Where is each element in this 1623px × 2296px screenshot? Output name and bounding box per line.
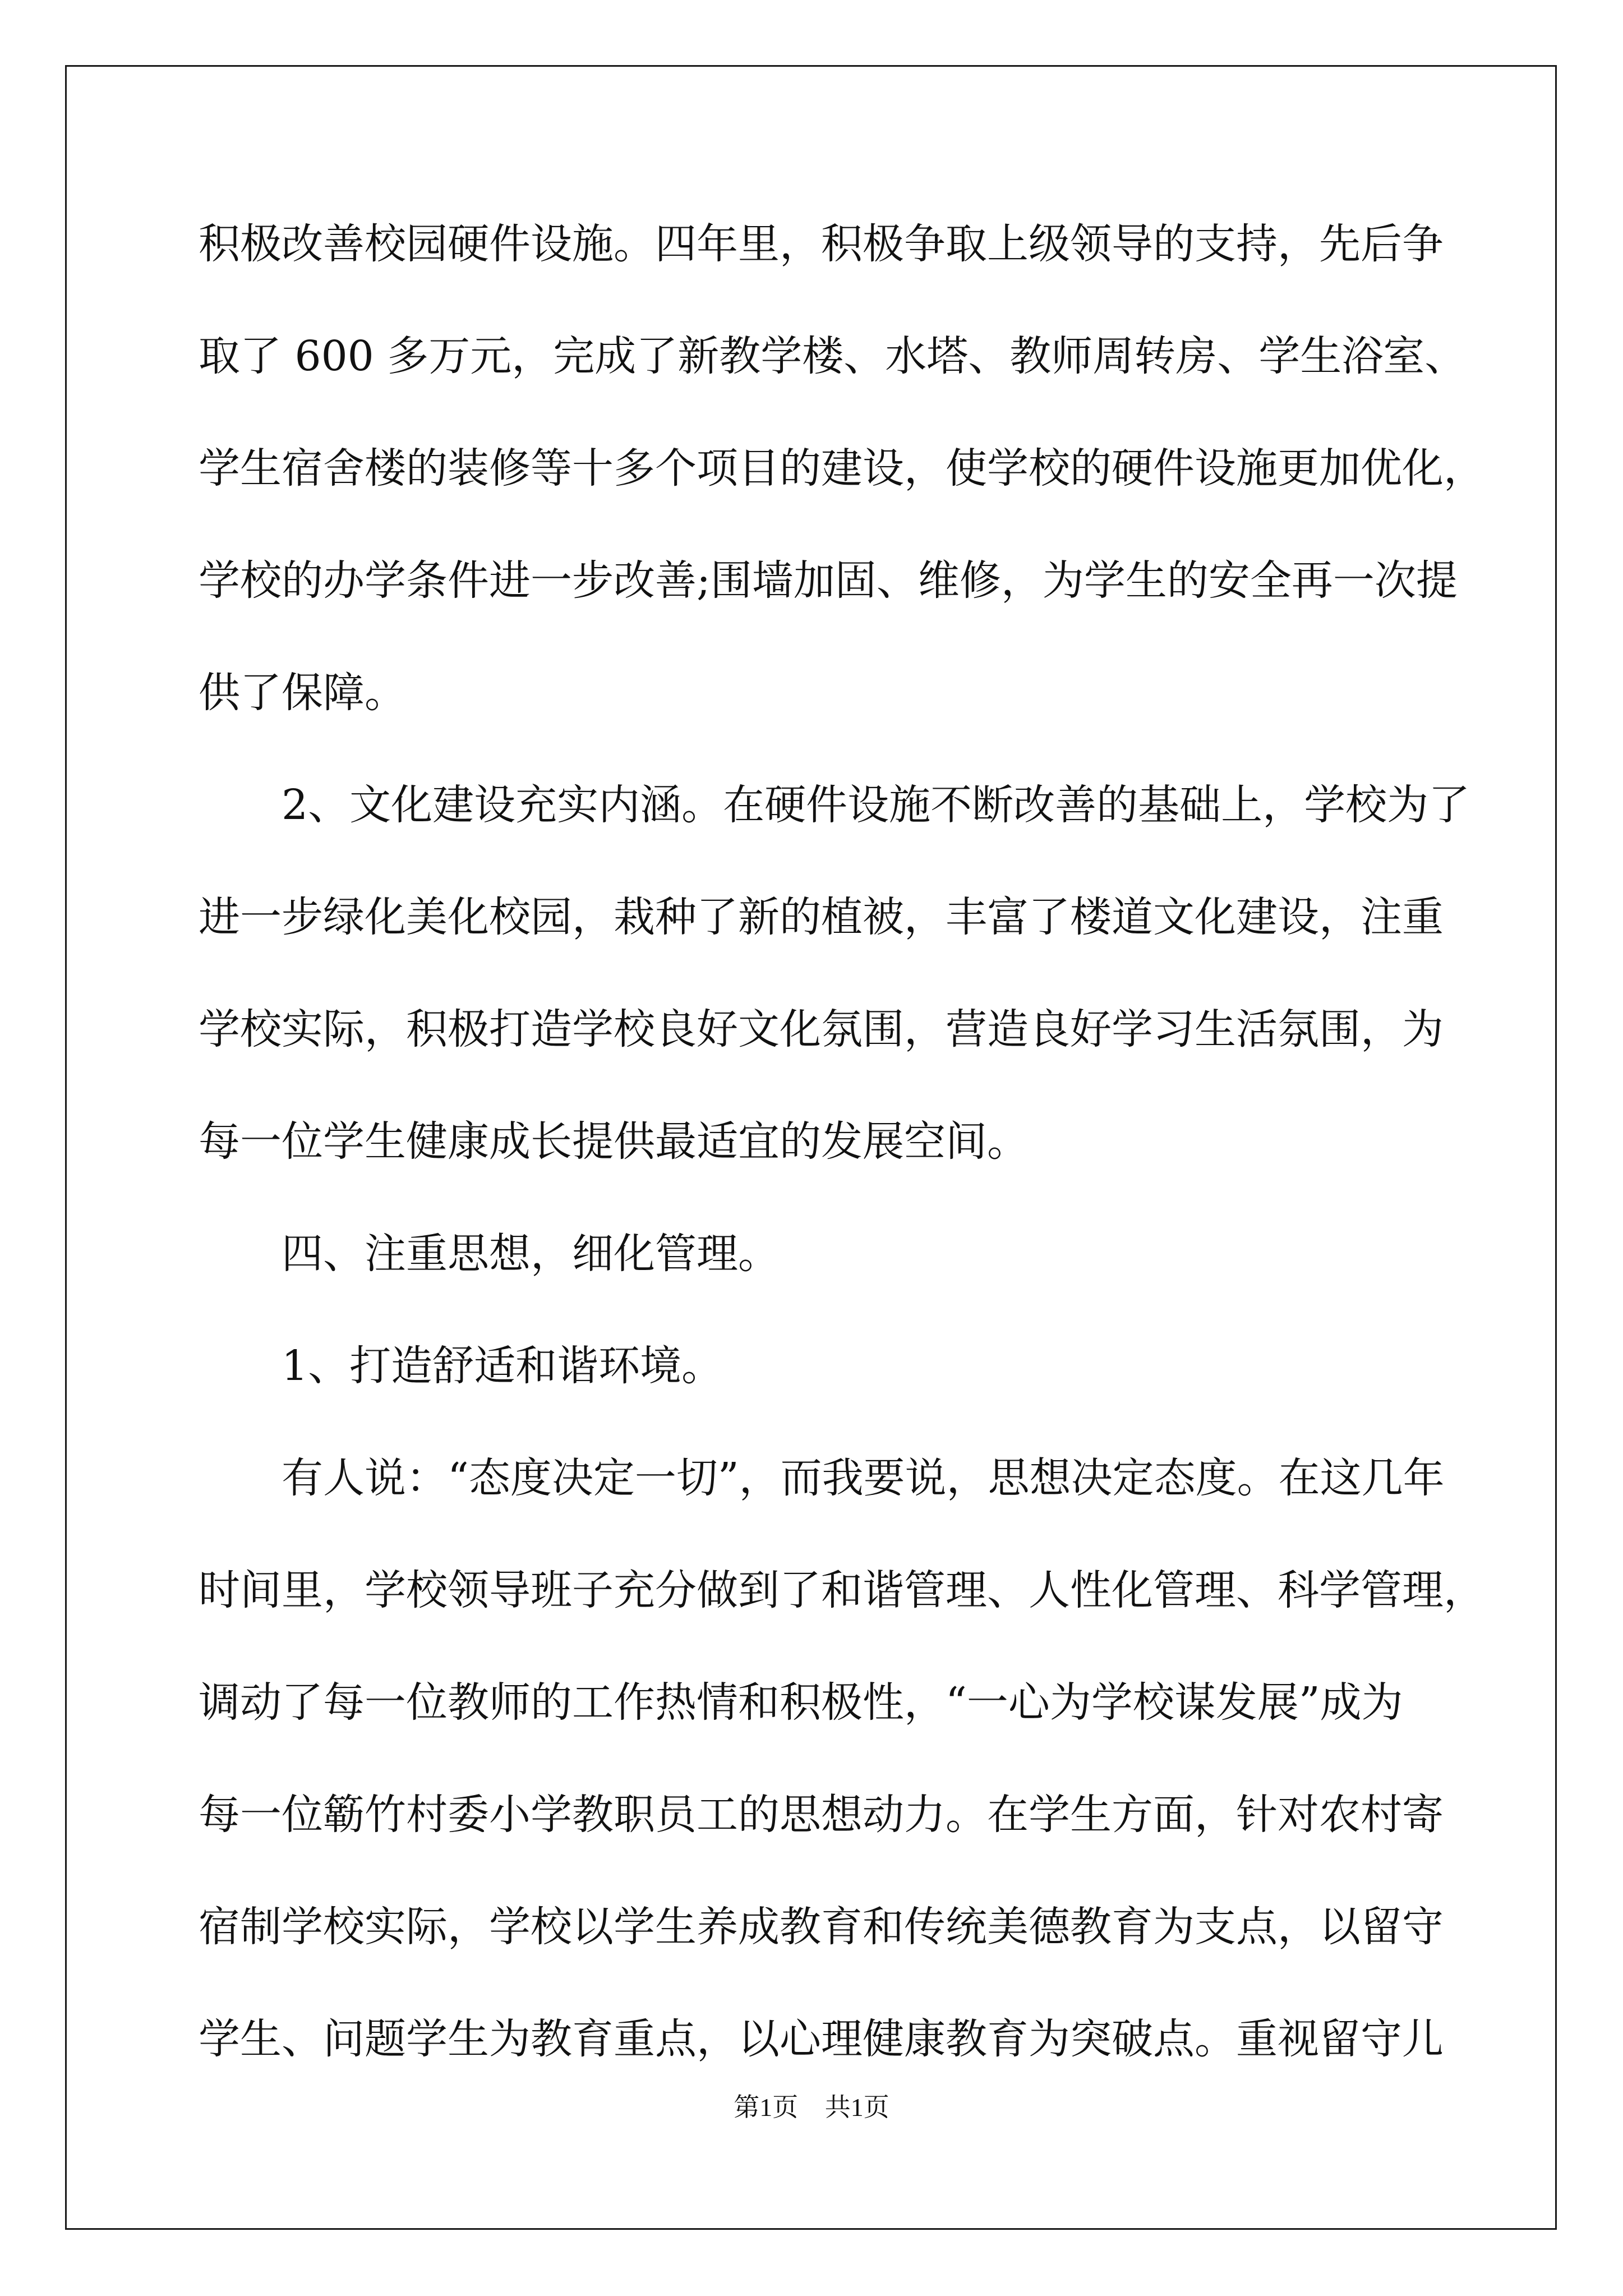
text-line: 时间里，学校领导班子充分做到了和谐管理、人性化管理、科学管理， — [199, 1566, 1485, 1614]
text-line: 积极改善校园硬件设施。四年里，积极争取上级领导的支持，先后争 — [199, 220, 1444, 268]
text-line: 学校的办学条件进一步改善;围墙加固、维修，为学生的安全再一次提 — [199, 556, 1458, 605]
text-line: 每一位学生健康成长提供最适宜的发展空间。 — [199, 1117, 1029, 1166]
text-line: 供了保障。 — [199, 669, 406, 717]
page-total: 共1页 — [824, 2093, 889, 2122]
text-line: 学生宿舍楼的装修等十多个项目的建设，使学校的硬件设施更加优化， — [199, 444, 1485, 493]
text-line: 调动了每一位教师的工作热情和积极性，“一心为学校谋发展”成为 — [199, 1678, 1403, 1727]
text-line: 宿制学校实际，学校以学生养成教育和传统美德教育为支点，以留守 — [199, 1903, 1444, 1951]
text-line: 进一步绿化美化校园，栽种了新的植被，丰富了楼道文化建设，注重 — [199, 893, 1444, 941]
text-line: 学校实际，积极打造学校良好文化氛围，营造良好学习生活氛围，为 — [199, 1005, 1444, 1053]
text-line: 取了 600 多万元，完成了新教学楼、水塔、教师周转房、学生浴室、 — [199, 332, 1467, 380]
text-line: 有人说：“态度决定一切”，而我要说，思想决定态度。在这几年 — [282, 1454, 1445, 1502]
text-line: 学生、问题学生为教育重点，以心理健康教育为突破点。重视留守儿 — [199, 2015, 1444, 2063]
text-line: 每一位簕竹村委小学教职员工的思想动力。在学生方面，针对农村寄 — [199, 1791, 1444, 1839]
page-footer — [0, 2087, 1623, 2124]
page-number: 第1页 — [734, 2093, 799, 2122]
subsection-heading: 1、打造舒适和谐环境。 — [282, 1342, 723, 1390]
text-line: 2、文化建设充实内涵。在硬件设施不断改善的基础上，学校为了 — [282, 781, 1470, 829]
section-heading: 四、注重思想，细化管理。 — [282, 1230, 780, 1278]
